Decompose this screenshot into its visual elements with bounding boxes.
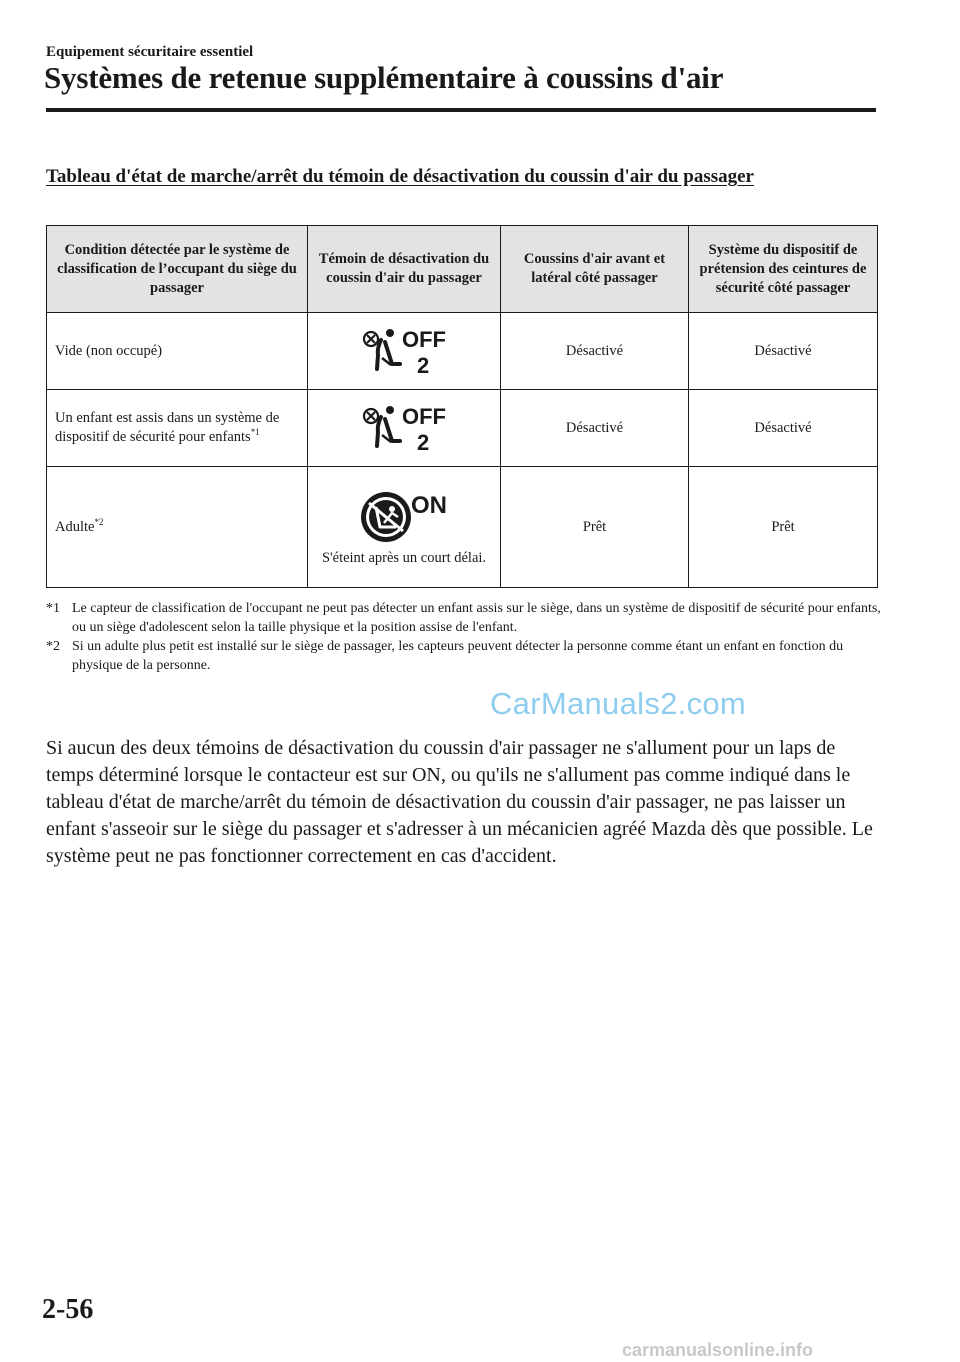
condition-cell: [47, 390, 308, 467]
footnote-mark: *1: [46, 601, 60, 616]
section-label: Equipement sécuritaire essentiel: [46, 44, 254, 60]
table-row: [47, 467, 878, 588]
footnote-marker: *1: [250, 427, 260, 437]
condition-text: Adulte: [55, 518, 95, 535]
column-header-indicator: Témoin de désactivation du coussin d'air du passager: [308, 226, 501, 313]
lamp-label: OFF: [402, 404, 446, 429]
footnote-mark: *2: [46, 639, 60, 654]
condition-cell: [47, 467, 308, 588]
footnote-marker: *2: [94, 516, 104, 527]
pretensioner-cell: Prêt: [689, 467, 878, 588]
lamp-digit: 2: [417, 430, 430, 455]
lamp-label: OFF: [402, 327, 446, 352]
condition-cell: [47, 313, 308, 390]
condition-text: Vide (non occupé): [55, 342, 163, 359]
indicator-cell: [308, 390, 501, 467]
lamp-digit: 2: [417, 353, 430, 378]
watermark: CarManuals2.com: [490, 686, 747, 721]
pretensioner-cell: Désactivé: [689, 313, 878, 390]
body-paragraph: Si aucun des deux témoins de désactivation du coussin d'air passager ne s'allument pour un laps de temps déterminé lorsque le contacteur est sur ON, ou qu'ils ne s'allument pas comme indiqué dans le tableau d'état de marche/arrêt du témoin de désactivation du coussin d'air passager, ne pas laisser un enfant s'asseoir sur le siège du passager et s'adresser à un mécanicien agréé Mazda dès que possible. Le système peut ne pas fonctionner correctement en cas d'accident.: [46, 737, 873, 867]
airbag-off-indicator-icon: [355, 401, 453, 455]
indicator-cell: [308, 313, 501, 390]
table-heading-text: Tableau d'état de marche/arrêt du témoin de désactivation du coussin d'air du passager: [46, 166, 754, 187]
column-header-condition: Condition détectée par le système de classification de l’occupant du siège du passager: [47, 226, 308, 313]
condition-text: Un enfant est assis dans un système de dispositif de sécurité pour enfants: [55, 410, 280, 445]
pretensioner-cell: Désactivé: [689, 390, 878, 467]
lamp-note: S'éteint après un court délai.: [321, 549, 487, 566]
page-number: 2-56: [42, 1294, 94, 1325]
airbags-cell: Désactivé: [501, 390, 689, 467]
footnote: [46, 599, 881, 637]
status-table: [46, 225, 878, 588]
indicator-cell: [308, 467, 501, 588]
column-header-pretensioner: Système du dispositif de prétension des ceintures de sécurité côté passager: [689, 226, 878, 313]
table-header-row: [47, 226, 878, 313]
table-row: [47, 390, 878, 467]
footnote: [46, 637, 881, 675]
footer-watermark: carmanualsonline.info: [622, 1340, 814, 1360]
page-title: Systèmes de retenue supplémentaire à coussins d'air: [44, 60, 724, 95]
lamp-label: ON: [411, 491, 447, 519]
airbags-cell: Prêt: [501, 467, 689, 588]
title-rule: [46, 108, 876, 112]
footnote-text: Le capteur de classification de l'occupant ne peut pas détecter un enfant assis sur le siège, dans un système de dispositif de sécurité pour enfants, ou un siège d'adolescent selon la taille physique et la position assise de l'enfant.: [72, 601, 881, 635]
airbags-cell: Désactivé: [501, 313, 689, 390]
airbag-on-indicator-icon: [354, 487, 454, 545]
airbag-off-indicator-icon: [355, 324, 453, 378]
table-row: [47, 313, 878, 390]
footnote-text: Si un adulte plus petit est installé sur le siège de passager, les capteurs peuvent détecter la personne comme étant un enfant en fonction du physique de la personne.: [72, 639, 844, 673]
footnotes: [46, 599, 881, 675]
column-header-airbags: Coussins d'air avant et latéral côté passager: [501, 226, 689, 313]
table-heading: [46, 164, 806, 190]
